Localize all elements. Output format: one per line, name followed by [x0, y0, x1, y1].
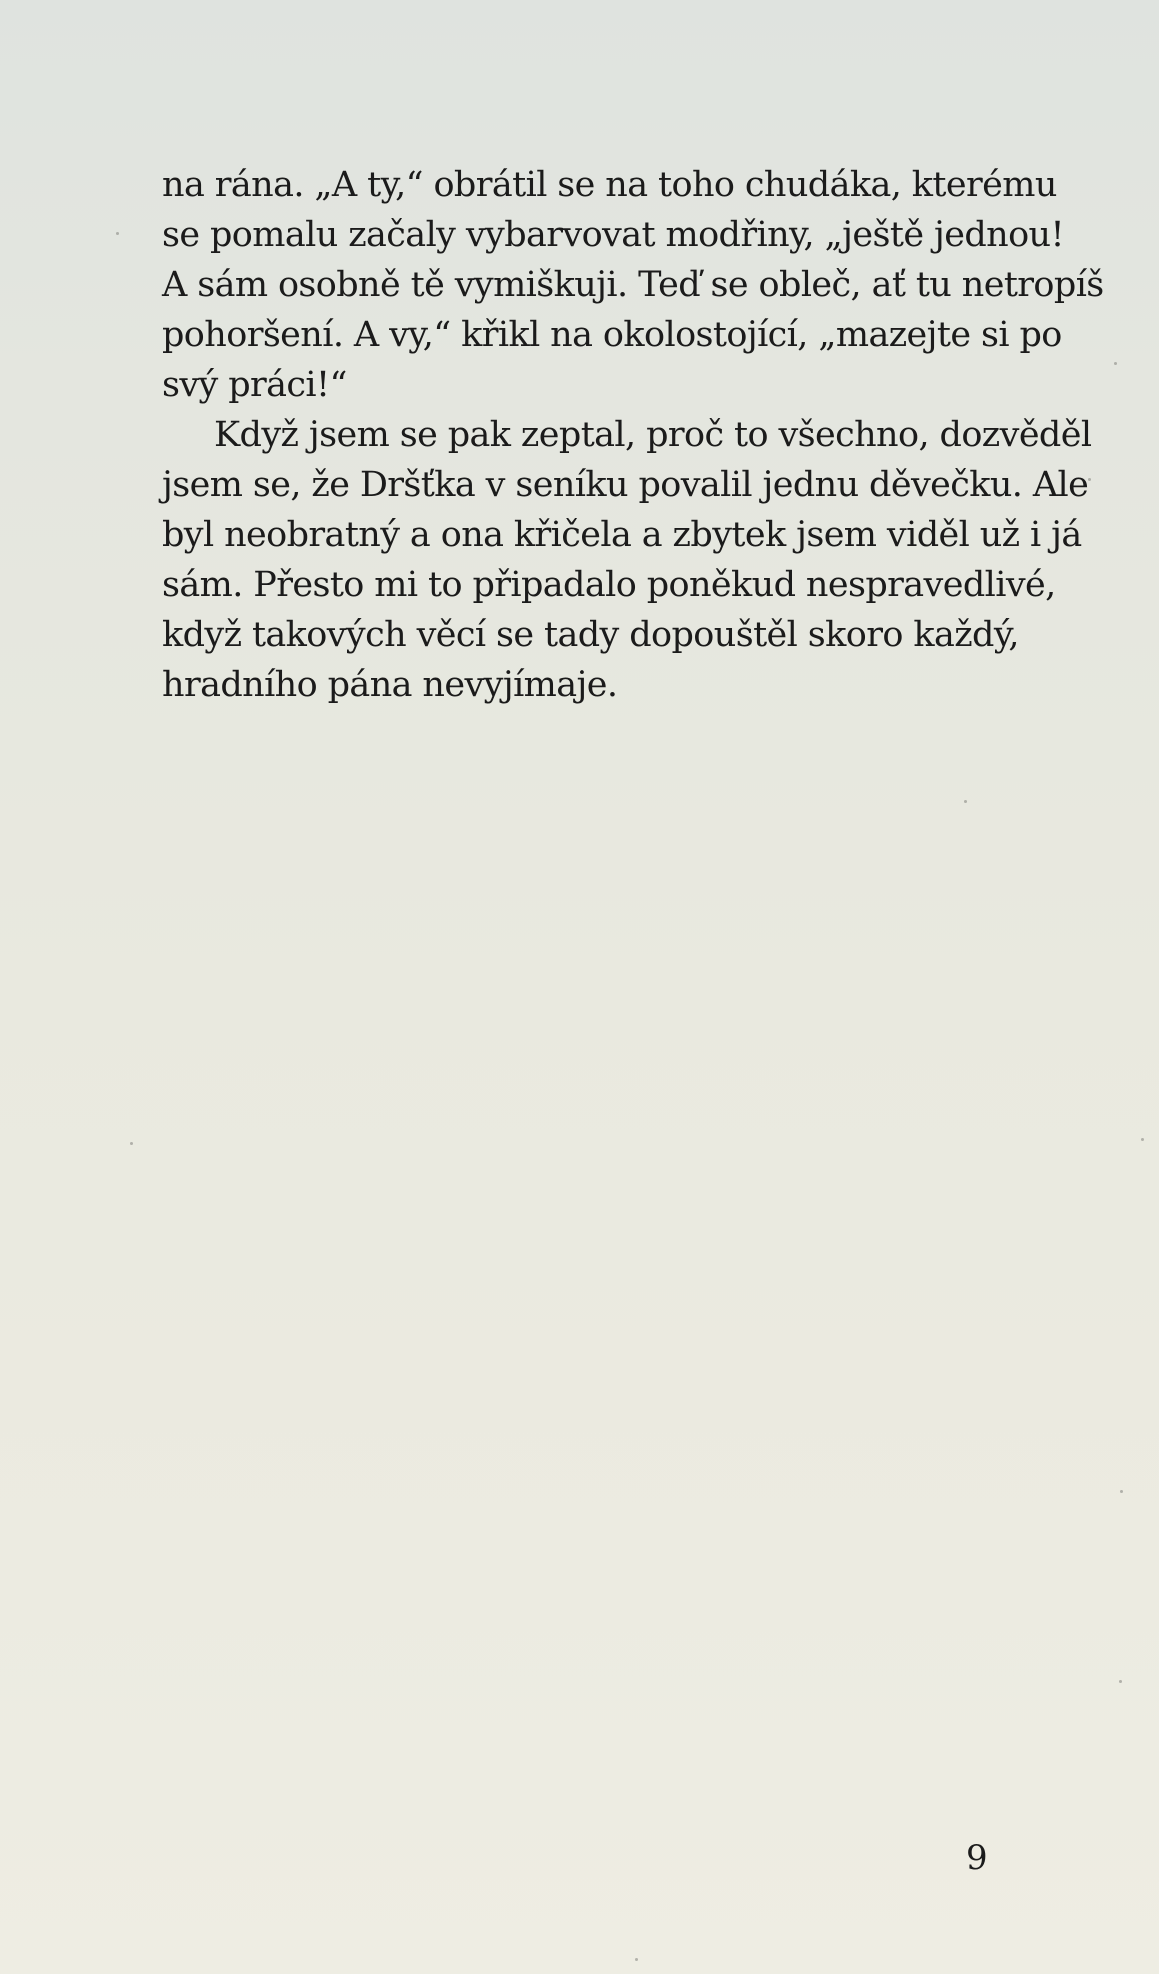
text-line: jsem se, že Dršťka v seníku povalil jednu děvečku. Ale — [162, 465, 1089, 505]
text-line: A sám osobně tě vymiškuji. Teď se obleč, ať tu netropíš — [162, 265, 1104, 305]
text-line: sám. Přesto mi to připadalo poněkud nespravedlivé, — [162, 565, 1056, 605]
text-line: na rána. „A ty,“ obrátil se na toho chudáka, kterému — [162, 165, 1057, 205]
text-line: se pomalu začaly vybarvovat modřiny, „ještě jednou! — [162, 215, 1064, 255]
paper-speck — [964, 800, 967, 803]
paragraph-2 — [162, 410, 1092, 710]
text-line: hradního pána nevyjímaje. — [162, 665, 618, 705]
body-text — [162, 160, 1104, 710]
text-line: byl neobratný a ona křičela a zbytek jsem viděl už i já — [162, 515, 1082, 555]
paper-speck — [1088, 478, 1091, 481]
paper-speck — [1119, 1680, 1122, 1683]
page-number: 9 — [966, 1838, 988, 1878]
text-line: svý práci!“ — [162, 365, 347, 405]
text-line: Když jsem se pak zeptal, proč to všechno, dozvěděl — [214, 415, 1092, 455]
text-line: pohoršení. A vy,“ křikl na okolostojící, „mazejte si po — [162, 315, 1062, 355]
paragraph-1 — [162, 160, 1104, 410]
paper-speck — [116, 232, 119, 235]
paper-speck — [1114, 362, 1117, 365]
paper-speck — [1120, 1490, 1123, 1493]
paper-speck — [130, 1142, 133, 1145]
paper-speck — [1141, 1138, 1144, 1141]
text-line: když takových věcí se tady dopouštěl skoro každý, — [162, 615, 1019, 655]
paper-speck — [635, 1958, 638, 1961]
